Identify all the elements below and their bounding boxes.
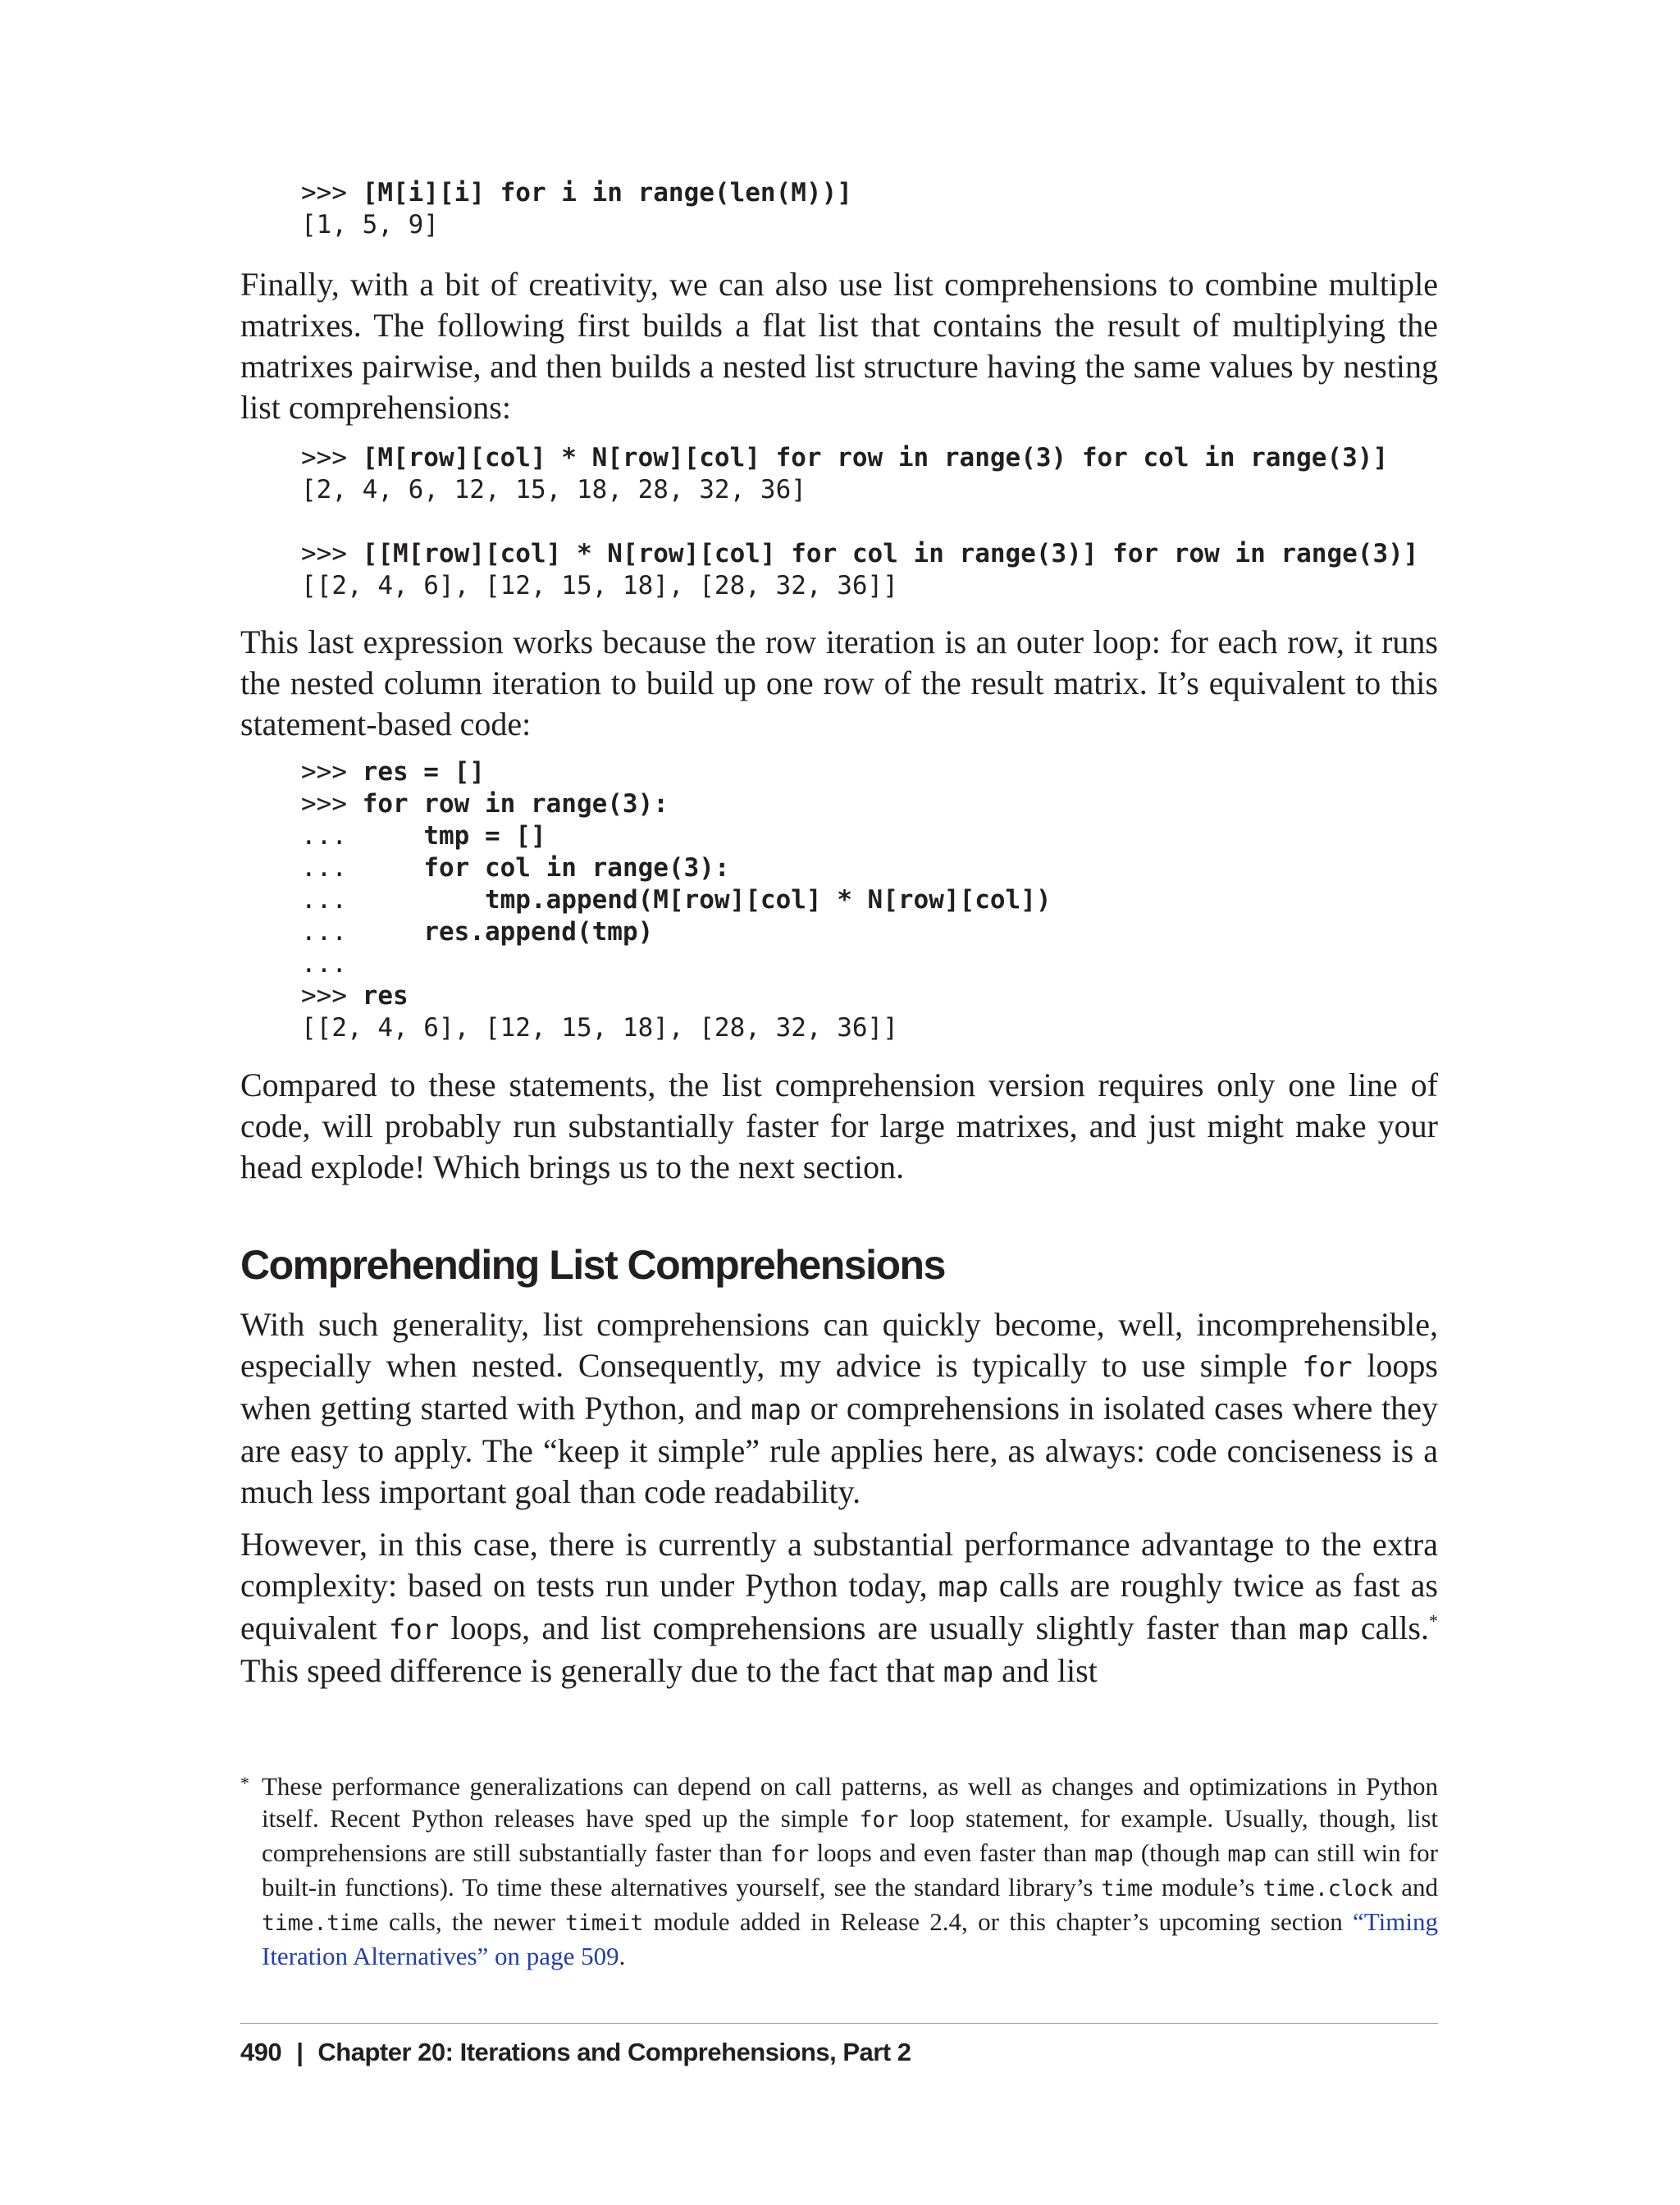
code-input: [M[row][col] * N[row][col] for row in range(3) for col in range(3)] [362, 443, 1389, 472]
code-line [301, 756, 1438, 788]
footnote-block [240, 1770, 1438, 1972]
code-prompt: ... [301, 917, 424, 947]
code-prompt: ... [301, 885, 485, 915]
body-text: This last expression works because the row iteration is an outer loop: for each row, it runs the nested column iteration to build up one row of the result matrix. It’s equivalent to this statement-based code: [240, 623, 1438, 742]
code-line [301, 948, 1438, 980]
paragraph-1 [240, 264, 1438, 428]
body-text: Compared to these statements, the list comprehension version requires only one line of code, will probably run substantially faster for large matrixes, and just might make your head explode! Which brings us to the next section. [240, 1066, 1438, 1185]
code-output: [[2, 4, 6], [12, 15, 18], [28, 32, 36]] [301, 571, 898, 600]
paragraph-4 [240, 1304, 1438, 1513]
code-output: [2, 4, 6, 12, 15, 18, 28, 32, 36] [301, 475, 806, 504]
code-input: res.append(tmp) [423, 917, 654, 947]
code-prompt: >>> [301, 789, 363, 819]
code-output: [1, 5, 9] [301, 210, 439, 240]
code-input: res [362, 981, 409, 1011]
code-output: [[2, 4, 6], [12, 15, 18], [28, 32, 36]] [301, 1013, 898, 1043]
code-prompt: >>> [301, 539, 363, 568]
code-block-1 [240, 177, 1438, 241]
paragraph-5 [240, 1524, 1438, 1693]
page-number: 490 [240, 2038, 282, 2066]
body-text: Finally, with a bit of creativity, we can also use list comprehensions to combine multiple matrixes. The following first builds a flat list that contains the result of multiplying the matrixes pairwise, and then builds a nested list structure having the same values by nesting list comprehensions: [240, 266, 1438, 426]
code-line [301, 177, 1438, 209]
code-line [301, 820, 1438, 852]
section-heading-block [240, 1240, 1438, 1290]
code-prompt: >>> [301, 178, 363, 208]
code-line [301, 570, 1438, 602]
paragraph-2 [240, 622, 1438, 745]
footer-rule [240, 2023, 1438, 2024]
code-line [301, 538, 1438, 570]
body-text: With such generality, list comprehensions can quickly become, well, incomprehensible, especially when nested. Consequently, my advice is typically to use simple for loops when getting started with Python, and map or comprehensions in isolated cases where they are easy to apply. The “keep it simple” rule applies here, as always: code conciseness is a much less important goal than code readability. [240, 1306, 1439, 1510]
code-prompt: >>> [301, 443, 363, 472]
code-listing [240, 177, 1438, 241]
code-line [301, 474, 1438, 506]
paragraph-3 [240, 1065, 1438, 1188]
code-line [301, 852, 1438, 884]
code-prompt: >>> [301, 757, 363, 787]
code-prompt: >>> [301, 981, 363, 1011]
code-block-3 [240, 756, 1438, 1044]
code-listing [240, 442, 1438, 602]
code-block-2 [240, 442, 1438, 602]
code-input: for col in range(3): [423, 853, 730, 883]
cross-reference-link[interactable]: “Timing Iteration Alternatives” on page 509 [262, 1907, 1438, 1970]
code-line [301, 1012, 1438, 1044]
code-prompt: ... [301, 853, 424, 883]
code-input: tmp = [] [423, 821, 546, 851]
section-heading: Comprehending List Comprehensions [240, 1242, 945, 1288]
code-listing [240, 756, 1438, 1044]
code-line [301, 980, 1438, 1012]
code-line [301, 506, 1438, 538]
code-line [301, 209, 1438, 241]
footer-separator: | [296, 2038, 304, 2066]
body-text: However, in this case, there is currently a substantial performance advantage to the extra complexity: based on tests run under Python today, map calls are roughly twice as fast as equivalent for loops, and list comprehensions are usually slightly faster than map calls.* This speed difference is generally due to the fact that map and list [240, 1526, 1438, 1689]
footnote-marker: * [240, 1773, 249, 1793]
code-input: [[M[row][col] * N[row][col] for col in range(3)] for row in range(3)] [362, 539, 1419, 568]
chapter-title: Chapter 20: Iterations and Comprehensions, Part 2 [317, 2038, 911, 2066]
code-line [301, 788, 1438, 820]
code-prompt: ... [301, 821, 424, 851]
code-line [301, 442, 1438, 474]
code-input: for row in range(3): [362, 789, 669, 819]
book-page [240, 0, 1438, 2205]
code-input: res = [] [362, 757, 485, 787]
code-input: tmp.append(M[row][col] * N[row][col]) [484, 885, 1052, 915]
code-prompt: ... [301, 949, 347, 979]
footnote-reference[interactable]: * [1429, 1610, 1438, 1632]
code-line [301, 884, 1438, 916]
code-line [301, 916, 1438, 948]
code-input: [M[i][i] for i in range(len(M))] [362, 178, 852, 208]
page-footer [240, 2036, 911, 2069]
footnote: * These performance generalizations can depend on call patterns, as well as changes and optimizations in Python itself. Recent Python releases have sped up the simple for loop statement, for example. Usually, though, list comprehensions are still substantially faster than for loops and even faster than map (though map can still win for built-in functions). To time these alternatives yourself, see the standard library’s time module’s time.clock and time.time calls, the newer timeit module added in Release 2.4, or this chapter’s upcoming section “Timing Iteration Alternatives” on page 509. [240, 1770, 1438, 1972]
